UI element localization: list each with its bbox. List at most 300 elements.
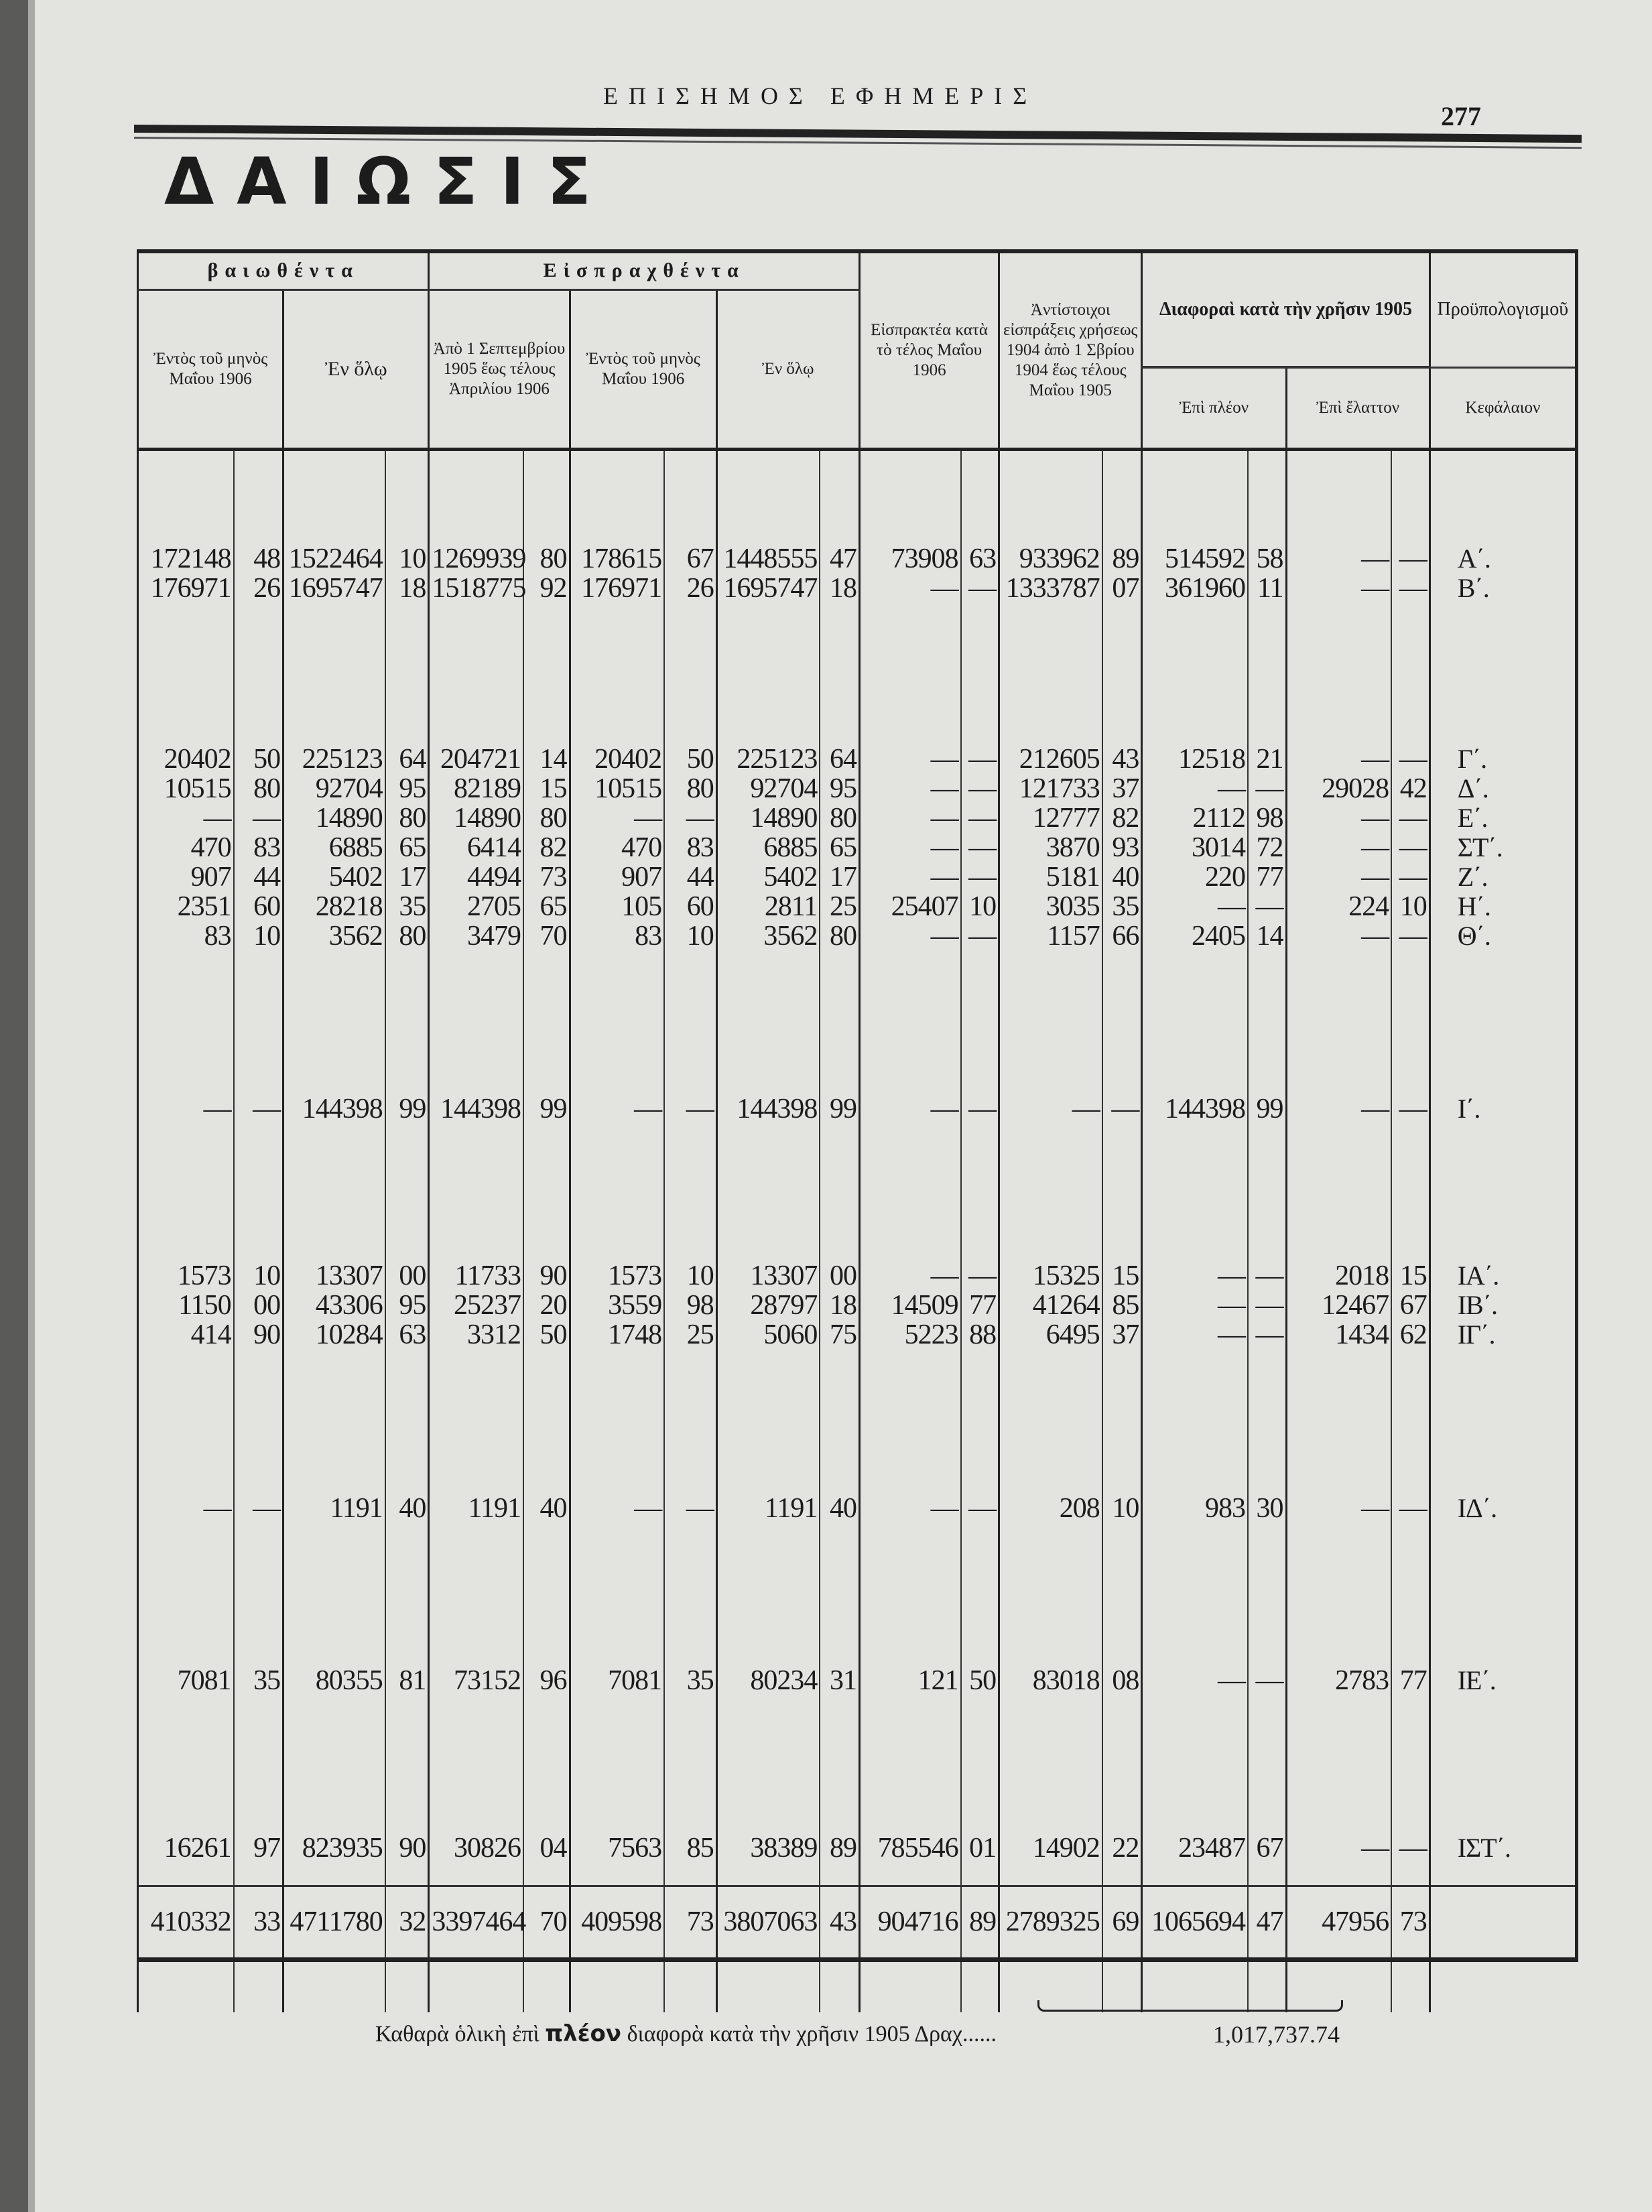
tail-cell — [820, 1959, 859, 2012]
amount-cell: 121 — [859, 1666, 960, 1695]
spacer-cell — [961, 951, 999, 1094]
chapter-label — [1429, 1886, 1576, 1959]
cents-cell: — — [961, 1261, 999, 1291]
spacer-cell — [138, 1124, 234, 1261]
amount-cell: — — [138, 1494, 234, 1523]
amount-cell: 1448555 — [716, 544, 820, 574]
spacer-cell — [1102, 449, 1142, 544]
spacer-cell — [1429, 449, 1576, 544]
spacer-cell — [1102, 1124, 1142, 1261]
amount-cell: — — [859, 744, 960, 774]
cents-cell: — — [1391, 1094, 1429, 1124]
amount-cell: 23487 — [1142, 1833, 1248, 1863]
amount-cell: 14902 — [999, 1833, 1102, 1863]
cents-cell: — — [961, 1094, 999, 1124]
spacer-cell — [1286, 449, 1391, 544]
page-title: ΔΑΙΩΣΙΣ — [164, 144, 614, 219]
header-collected-total: Ἐν ὅλῳ — [716, 289, 859, 449]
cents-cell: 20 — [523, 1291, 570, 1320]
spacer-cell — [999, 1695, 1102, 1833]
header-corresponding: Ἀντίστοιχοι εἰσπράξεις χρήσεως 1904 ἀπὸ 1 Σβρίου 1904 ἕως τέλους Μαΐου 1905 — [999, 251, 1142, 449]
spacer-cell — [716, 1695, 820, 1833]
cents-cell: 10 — [664, 1261, 716, 1291]
amount-cell: 1191 — [429, 1494, 523, 1523]
spacer-cell — [523, 1863, 570, 1886]
amount-cell: 10515 — [570, 774, 664, 803]
amount-cell: — — [859, 862, 960, 892]
spacer-cell — [385, 1863, 429, 1886]
spacer-cell — [1248, 1124, 1286, 1261]
spacer-cell — [716, 1350, 820, 1494]
spacer-cell — [961, 449, 999, 544]
amount-cell: 83018 — [999, 1666, 1102, 1695]
amount-cell: 3035 — [999, 892, 1102, 921]
amount-cell: 11733 — [429, 1261, 523, 1291]
cents-cell: 98 — [664, 1291, 716, 1320]
spacer-cell — [961, 1350, 999, 1494]
cents-cell: 96 — [523, 1666, 570, 1695]
spacer-cell — [820, 1695, 859, 1833]
amount-cell: 7081 — [570, 1666, 664, 1695]
amount-cell: — — [138, 803, 234, 833]
cents-cell: 50 — [664, 744, 716, 774]
cents-cell: 73 — [523, 862, 570, 892]
spacer-cell — [1391, 603, 1429, 744]
cents-cell: 00 — [820, 1261, 859, 1291]
spacer-cell — [234, 1124, 283, 1261]
spacer-cell — [234, 603, 283, 744]
cents-cell: 89 — [820, 1833, 859, 1863]
cents-cell: 11 — [1248, 574, 1286, 603]
spacer-cell — [1102, 951, 1142, 1094]
amount-cell: 7081 — [138, 1666, 234, 1695]
table-row — [138, 744, 1577, 774]
amount-cell: 3562 — [716, 921, 820, 951]
amount-cell: 83 — [138, 921, 234, 951]
cents-cell: 47 — [820, 544, 859, 574]
cents-cell: 63 — [385, 1320, 429, 1350]
spacer-cell — [999, 1523, 1102, 1666]
amount-cell: 3479 — [429, 921, 523, 951]
spacer-cell — [999, 951, 1102, 1094]
spacer-cell — [429, 951, 523, 1094]
cents-cell: 10 — [234, 1261, 283, 1291]
page-number: 277 — [1441, 101, 1481, 131]
cents-cell: — — [664, 803, 716, 833]
amount-cell: 83 — [570, 921, 664, 951]
tail-cell — [664, 1959, 716, 2012]
cents-cell: 97 — [234, 1833, 283, 1863]
cents-cell: — — [1248, 1666, 1286, 1695]
tail-cell — [859, 1959, 960, 2012]
cents-cell: 99 — [385, 1094, 429, 1124]
spacer-cell — [234, 951, 283, 1094]
cents-cell: — — [234, 1494, 283, 1523]
amount-cell: 14509 — [859, 1291, 960, 1320]
spacer-cell — [234, 1695, 283, 1833]
spacer-cell — [664, 449, 716, 544]
amount-cell: 1573 — [570, 1261, 664, 1291]
spacer-cell — [1286, 1124, 1391, 1261]
amount-cell: 2351 — [138, 892, 234, 921]
table-row — [138, 921, 1577, 951]
cents-cell: 70 — [523, 921, 570, 951]
amount-cell: 5181 — [999, 862, 1102, 892]
amount-cell: 80234 — [716, 1666, 820, 1695]
table-row — [138, 892, 1577, 921]
amount-cell: 3397464 — [429, 1886, 523, 1959]
spacer-cell — [716, 951, 820, 1094]
amount-cell: 1434 — [1286, 1320, 1391, 1350]
spacer-cell — [138, 951, 234, 1094]
spacer-cell — [1142, 1695, 1248, 1833]
spacer-cell — [523, 951, 570, 1094]
cents-cell: — — [961, 833, 999, 862]
amount-cell: 6885 — [283, 833, 385, 862]
chapter-label: Γ΄. — [1429, 744, 1576, 774]
amount-cell: 176971 — [138, 574, 234, 603]
spacer-cell — [283, 449, 385, 544]
amount-cell: 212605 — [999, 744, 1102, 774]
spacer-cell — [138, 1863, 234, 1886]
amount-cell: 144398 — [283, 1094, 385, 1124]
amount-cell: 1333787 — [999, 574, 1102, 603]
spacer-cell — [1142, 1350, 1248, 1494]
cents-cell: 95 — [820, 774, 859, 803]
cents-cell: 40 — [523, 1494, 570, 1523]
spacer-cell — [1102, 603, 1142, 744]
spacer-cell — [999, 1350, 1102, 1494]
cents-cell: 33 — [234, 1886, 283, 1959]
amount-cell: 105 — [570, 892, 664, 921]
table-row — [138, 1291, 1577, 1320]
amount-cell: — — [859, 803, 960, 833]
tail-cell — [138, 1959, 234, 2012]
amount-cell: — — [859, 833, 960, 862]
amount-cell: 2789325 — [999, 1886, 1102, 1959]
spacer-cell — [429, 1695, 523, 1833]
amount-cell: 2811 — [716, 892, 820, 921]
spacer-cell — [429, 449, 523, 544]
cents-cell: 07 — [1102, 574, 1142, 603]
spacer-row — [138, 1863, 1577, 1886]
spacer-cell — [385, 603, 429, 744]
footer-note — [375, 2020, 997, 2047]
table-row — [138, 1666, 1577, 1695]
spacer-cell — [523, 1350, 570, 1494]
amount-cell: 4494 — [429, 862, 523, 892]
spacer-cell — [385, 1523, 429, 1666]
spacer-cell — [1286, 1350, 1391, 1494]
cents-cell: 10 — [234, 921, 283, 951]
cents-cell: 60 — [664, 892, 716, 921]
amount-cell: — — [570, 803, 664, 833]
cents-cell: 83 — [234, 833, 283, 862]
header-collected-sep-apr: Ἀπὸ 1 Σεπτεμβρίου 1905 ἕως τέλους Ἀπριλίου 1906 — [429, 289, 570, 449]
spacer-cell — [1391, 1863, 1429, 1886]
amount-cell: 470 — [138, 833, 234, 862]
cents-cell: 18 — [820, 574, 859, 603]
cents-cell: 99 — [1248, 1094, 1286, 1124]
spacer-cell — [1391, 1695, 1429, 1833]
spacer-cell — [138, 1350, 234, 1494]
cents-cell: 83 — [664, 833, 716, 862]
amount-cell: 41264 — [999, 1291, 1102, 1320]
footer-text-bold: πλέον — [545, 2020, 622, 2047]
spacer-cell — [1248, 1350, 1286, 1494]
tail-cell — [523, 1959, 570, 2012]
cents-cell: — — [1248, 1261, 1286, 1291]
amount-cell: 12467 — [1286, 1291, 1391, 1320]
amount-cell: 907 — [570, 862, 664, 892]
header-receivable: Εἰσπρακτέα κατὰ τὸ τέλος Μαΐου 1906 — [859, 251, 999, 449]
spacer-cell — [429, 1124, 523, 1261]
cents-cell: 40 — [385, 1494, 429, 1523]
amount-cell: 28218 — [283, 892, 385, 921]
table-row — [138, 544, 1577, 574]
cents-cell: 40 — [1102, 862, 1142, 892]
amount-cell: 1269939 — [429, 544, 523, 574]
spacer-cell — [716, 449, 820, 544]
cents-cell: — — [1391, 544, 1429, 574]
table-row — [138, 774, 1577, 803]
header-chapter: Κεφάλαιον — [1429, 367, 1576, 449]
cents-cell: 65 — [820, 833, 859, 862]
cents-cell: 99 — [820, 1094, 859, 1124]
header-group-confirmed: βαιωθέντα — [138, 251, 429, 289]
spacer-cell — [1248, 449, 1286, 544]
amount-cell: 5060 — [716, 1320, 820, 1350]
cents-cell: 65 — [385, 833, 429, 862]
amount-cell: 13307 — [283, 1261, 385, 1291]
chapter-label: ΙΑ΄. — [1429, 1261, 1576, 1291]
amount-cell: 92704 — [283, 774, 385, 803]
footer-text-before: Καθαρὰ ὁλικὴ ἐπὶ — [375, 2022, 539, 2046]
cents-cell: 90 — [385, 1833, 429, 1863]
cents-cell: 92 — [523, 574, 570, 603]
cents-cell: 47 — [1248, 1886, 1286, 1959]
table-row — [138, 1320, 1577, 1350]
total-row — [138, 1886, 1577, 1959]
spacer-cell — [1142, 951, 1248, 1094]
table-row — [138, 1494, 1577, 1523]
amount-cell: 47956 — [1286, 1886, 1391, 1959]
tail-cell — [1429, 1959, 1576, 2012]
cents-cell: 67 — [664, 544, 716, 574]
cents-cell: 88 — [961, 1320, 999, 1350]
cents-cell: — — [961, 803, 999, 833]
amount-cell: 20402 — [570, 744, 664, 774]
spacer-cell — [1286, 1863, 1391, 1886]
cents-cell: 99 — [523, 1094, 570, 1124]
amount-cell: — — [1142, 1291, 1248, 1320]
cents-cell: — — [961, 1494, 999, 1523]
cents-cell: 73 — [1391, 1886, 1429, 1959]
amount-cell: — — [570, 1494, 664, 1523]
cents-cell: — — [961, 774, 999, 803]
cents-cell: — — [664, 1094, 716, 1124]
cents-cell: 77 — [1391, 1666, 1429, 1695]
amount-cell: 1522464 — [283, 544, 385, 574]
cents-cell: 90 — [234, 1320, 283, 1350]
spacer-cell — [570, 603, 664, 744]
spacer-row — [138, 1124, 1577, 1261]
amount-cell: 10515 — [138, 774, 234, 803]
spacer-cell — [859, 603, 960, 744]
spacer-cell — [999, 603, 1102, 744]
spacer-cell — [1142, 449, 1248, 544]
cents-cell: 82 — [523, 833, 570, 862]
cents-cell: 82 — [1102, 803, 1142, 833]
cents-cell: 40 — [820, 1494, 859, 1523]
chapter-label: Θ΄. — [1429, 921, 1576, 951]
amount-cell: 30826 — [429, 1833, 523, 1863]
amount-cell: 6414 — [429, 833, 523, 862]
table-row — [138, 1261, 1577, 1291]
spacer-cell — [1102, 1350, 1142, 1494]
spacer-cell — [523, 449, 570, 544]
cents-cell: 80 — [820, 803, 859, 833]
footer-amount: 1,017,737.74 — [1213, 2021, 1340, 2048]
cents-cell: 30 — [1248, 1494, 1286, 1523]
amount-cell: 2405 — [1142, 921, 1248, 951]
table-row — [138, 1094, 1577, 1124]
tail-cell — [234, 1959, 283, 2012]
spacer-cell — [570, 1523, 664, 1666]
amount-cell: 5402 — [283, 862, 385, 892]
cents-cell: 37 — [1102, 774, 1142, 803]
amount-cell: 361960 — [1142, 574, 1248, 603]
spacer-cell — [1429, 1350, 1576, 1494]
spacer-cell — [385, 1124, 429, 1261]
cents-cell: 25 — [664, 1320, 716, 1350]
amount-cell: — — [1286, 862, 1391, 892]
chapter-label: Β΄. — [1429, 574, 1576, 603]
amount-cell: — — [859, 774, 960, 803]
cents-cell: 14 — [523, 744, 570, 774]
cents-cell: — — [1248, 892, 1286, 921]
cents-cell: 48 — [234, 544, 283, 574]
cents-cell: — — [1391, 862, 1429, 892]
spacer-cell — [716, 1124, 820, 1261]
amount-cell: 29028 — [1286, 774, 1391, 803]
cents-cell: 10 — [664, 921, 716, 951]
tail-cell — [429, 1959, 523, 2012]
amount-cell: — — [1286, 921, 1391, 951]
spacer-cell — [385, 1350, 429, 1494]
spacer-cell — [859, 951, 960, 1094]
amount-cell: — — [859, 1494, 960, 1523]
cents-cell: 00 — [385, 1261, 429, 1291]
cents-cell: 31 — [820, 1666, 859, 1695]
amount-cell: 14890 — [283, 803, 385, 833]
amount-cell: 1191 — [283, 1494, 385, 1523]
chapter-label: Δ΄. — [1429, 774, 1576, 803]
spacer-row — [138, 449, 1577, 544]
amount-cell: 14890 — [429, 803, 523, 833]
spacer-cell — [820, 603, 859, 744]
spacer-cell — [961, 1863, 999, 1886]
spacer-cell — [385, 951, 429, 1094]
running-head: ΕΠΙΣΗΜΟΣ ΕΦΗΜΕΡΙΣ — [603, 82, 1038, 109]
cents-cell: 75 — [820, 1320, 859, 1350]
amount-cell: 410332 — [138, 1886, 234, 1959]
spacer-row — [138, 1695, 1577, 1833]
cents-cell: 80 — [523, 544, 570, 574]
amount-cell: 3562 — [283, 921, 385, 951]
header-confirmed-month: Ἐντὸς τοῦ μηνὸς Μαΐου 1906 — [138, 289, 283, 449]
sum-brace — [1037, 2000, 1343, 2012]
spacer-cell — [1429, 951, 1576, 1094]
cents-cell: 62 — [1391, 1320, 1429, 1350]
amount-cell: — — [1142, 892, 1248, 921]
amount-cell: 178615 — [570, 544, 664, 574]
spacer-cell — [1429, 1863, 1576, 1886]
cents-cell: 77 — [1248, 862, 1286, 892]
amount-cell: — — [1286, 803, 1391, 833]
chapter-label: Η΄. — [1429, 892, 1576, 921]
cents-cell: 95 — [385, 1291, 429, 1320]
spacer-cell — [570, 1124, 664, 1261]
amount-cell: 208 — [999, 1494, 1102, 1523]
cents-cell: 37 — [1102, 1320, 1142, 1350]
spacer-cell — [429, 1863, 523, 1886]
spacer-cell — [429, 603, 523, 744]
cents-cell: — — [961, 744, 999, 774]
header-group-collected: Εἰσπραχθέντα — [429, 251, 860, 289]
amount-cell: 1150 — [138, 1291, 234, 1320]
spacer-cell — [1429, 1124, 1576, 1261]
cents-cell: 44 — [664, 862, 716, 892]
chapter-label: ΙΒ΄. — [1429, 1291, 1576, 1320]
tail-cell — [385, 1959, 429, 2012]
amount-cell: 7563 — [570, 1833, 664, 1863]
spacer-cell — [1286, 1695, 1391, 1833]
amount-cell: 225123 — [283, 744, 385, 774]
spacer-cell — [138, 603, 234, 744]
amount-cell: 907 — [138, 862, 234, 892]
cents-cell: 26 — [664, 574, 716, 603]
chapter-label: ΙΕ΄. — [1429, 1666, 1576, 1695]
cents-cell: 95 — [385, 774, 429, 803]
cents-cell: 10 — [385, 544, 429, 574]
cents-cell: 22 — [1102, 1833, 1142, 1863]
cents-cell: 25 — [820, 892, 859, 921]
amount-cell: 3014 — [1142, 833, 1248, 862]
spacer-cell — [138, 449, 234, 544]
cents-cell: 64 — [385, 744, 429, 774]
cents-cell: 80 — [385, 921, 429, 951]
spacer-cell — [1248, 951, 1286, 1094]
amount-cell: 1191 — [716, 1494, 820, 1523]
amount-cell: — — [1286, 833, 1391, 862]
cents-cell: 10 — [1102, 1494, 1142, 1523]
cents-cell: 69 — [1102, 1886, 1142, 1959]
spacer-cell — [1391, 951, 1429, 1094]
cents-cell: 17 — [820, 862, 859, 892]
cents-cell: 35 — [234, 1666, 283, 1695]
spacer-cell — [1248, 603, 1286, 744]
cents-cell: 65 — [523, 892, 570, 921]
cents-cell: 15 — [1102, 1261, 1142, 1291]
cents-cell: 80 — [820, 921, 859, 951]
spacer-cell — [570, 951, 664, 1094]
spacer-cell — [283, 1523, 385, 1666]
amount-cell: 2112 — [1142, 803, 1248, 833]
cents-cell: 72 — [1248, 833, 1286, 862]
spacer-cell — [999, 1124, 1102, 1261]
amount-cell: — — [859, 1094, 960, 1124]
